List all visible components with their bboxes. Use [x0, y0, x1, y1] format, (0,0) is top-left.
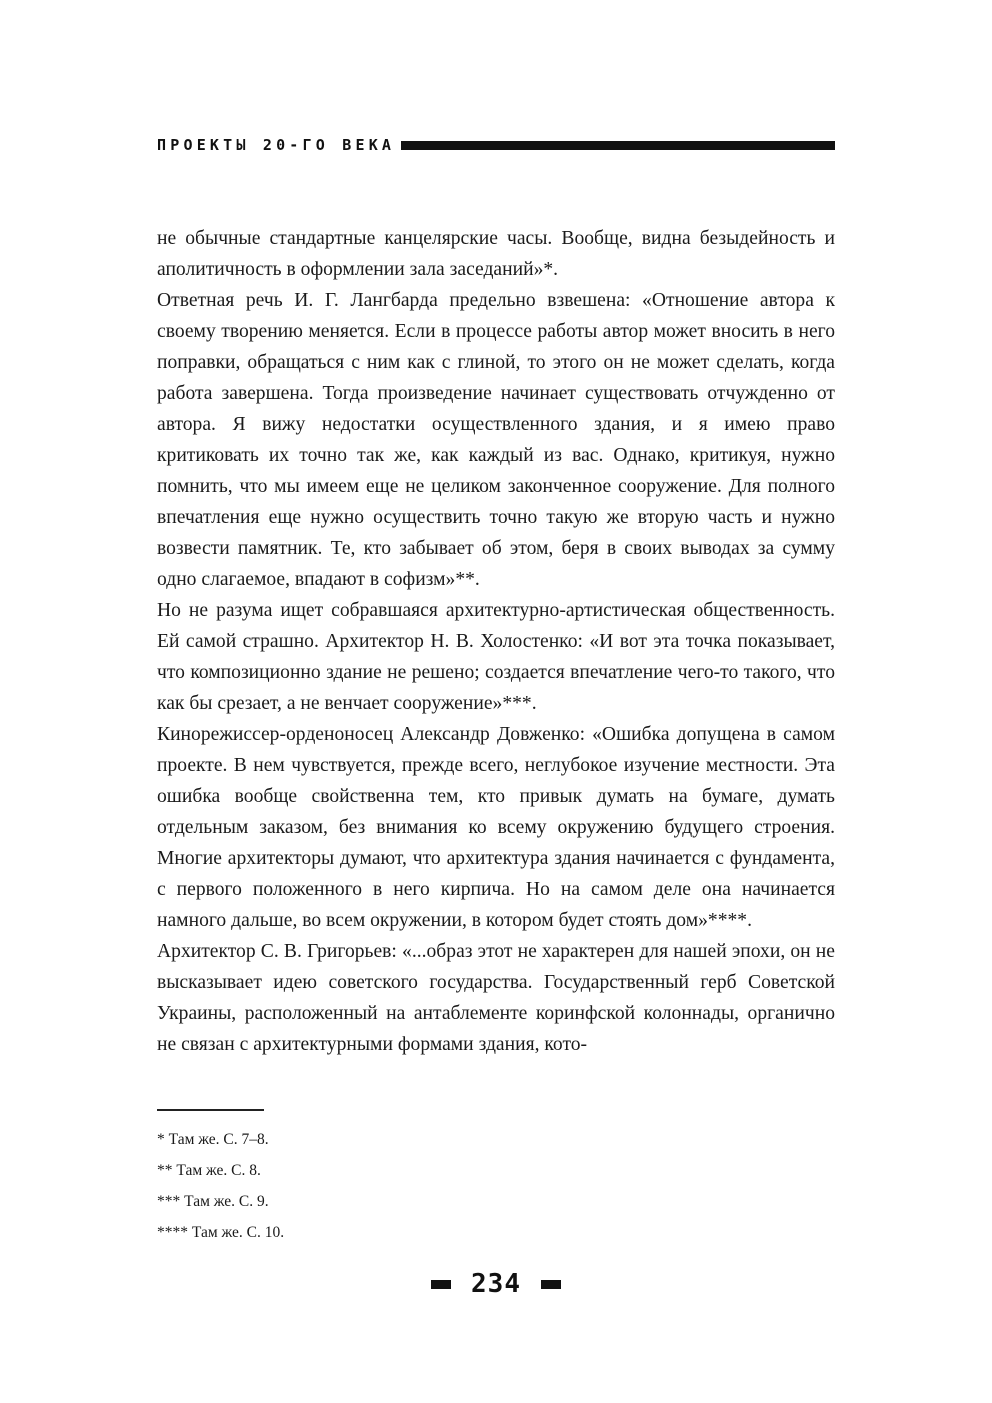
header-rule — [401, 141, 835, 150]
paragraph: Архитектор С. В. Григорьев: «...образ этот не характерен для нашей эпохи, он не высказывает идею советского государства. Государственный герб Советской Украины, расположенный на антаблементе коринфской колоннады, органично не связан с архитектурными формами здания, кото- — [157, 941, 835, 1055]
paragraph: Ответная речь И. Г. Лангбарда предельно взвешена: «Отношение автора к своему творению меняется. Если в процессе работы автор может вносить в него поправки, обращаться с ним как с глиной, то этого он не может сделать, когда работа завершена. Тогда произведение начинает существовать отчужденно от автора. Я вижу недостатки осуществленного здания, и я имею право критиковать их точно так же, как каждый из вас. Однако, критикуя, нужно помнить, что мы имеем еще не целиком законченное сооружение. Для полного впечатления еще нужно осуществить точно такую же вторую часть и нужно возвести памятник. Те, кто забывает об этом, беря в своих выводах за сумму одно слагаемое, впадают в софизм»**. — [157, 290, 835, 590]
main-text — [157, 223, 835, 1060]
paragraph: Но не разума ищет собравшаяся архитектурно-артистическая общественность. Ей самой страшно. Архитектор Н. В. Холостенко: «И вот эта точка показывает, что композиционно здание не решено; создается впечатление чего-то такого, что как бы срезает, а не венчает сооружение»***. — [157, 600, 835, 714]
page-number-left-mark — [431, 1280, 451, 1289]
footnote: **** Там же. С. 10. — [157, 1224, 285, 1241]
paragraph: не обычные стандартные канцелярские часы. Вообще, видна безыдейность и аполитичность в оформлении зала заседаний»*. — [157, 228, 835, 280]
page-number-right-mark — [541, 1280, 561, 1289]
footnote-separator — [157, 1109, 264, 1111]
running-header-title: ПРОЕКТЫ 20-ГО ВЕКА — [157, 136, 396, 154]
running-header — [157, 130, 835, 160]
page-number — [0, 1269, 992, 1299]
footnotes — [157, 1124, 284, 1248]
footnote: ** Там же. С. 8. — [157, 1162, 261, 1179]
footnote: *** Там же. С. 9. — [157, 1193, 269, 1210]
paragraph: Кинорежиссер-орденоносец Александр Довженко: «Ошибка допущена в самом проекте. В нем чувствуется, прежде всего, неглубокое изучение местности. Эта ошибка вообще свойственна тем, кто привык думать на бумаге, думать отдельным заказом, без внимания ко всему окружению будущего строения. Многие архитекторы думают, что архитектура здания начинается с фундамента, с первого положенного в него кирпича. Но на самом деле она начинается намного дальше, во всем окружении, в котором будет стоять дом»****. — [157, 724, 835, 931]
footnote: * Там же. С. 7–8. — [157, 1131, 269, 1148]
page-number-text: 234 — [471, 1269, 521, 1299]
